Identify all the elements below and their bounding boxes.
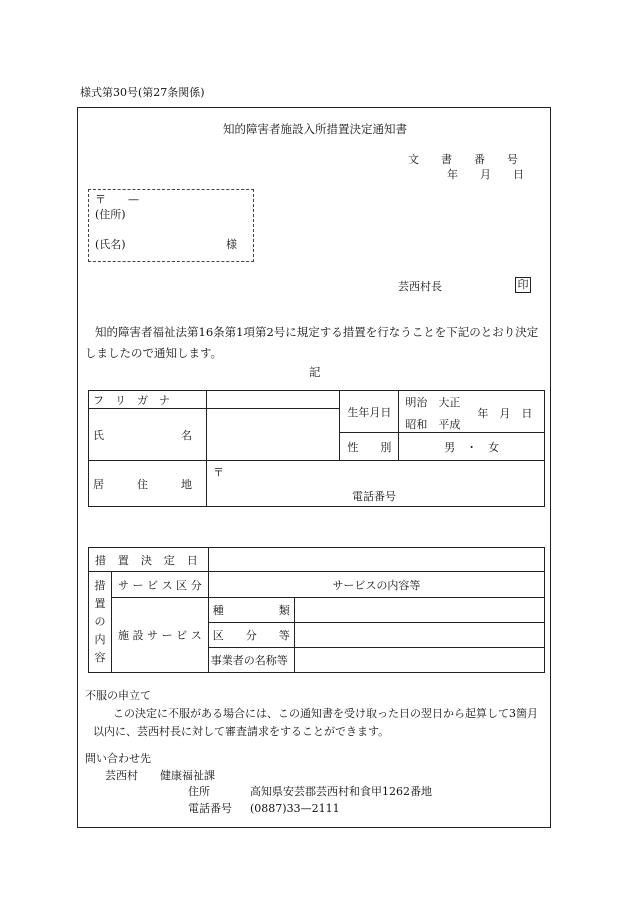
decision-date-label: 措置決定日 bbox=[89, 548, 209, 572]
birth-cell[interactable] bbox=[399, 391, 545, 433]
contact-heading: 問い合わせ先 bbox=[85, 752, 151, 765]
contact-address: 高知県安芸郡芸西村和食甲1262番地 bbox=[250, 785, 432, 798]
residence-label: 居 住 地 bbox=[89, 461, 207, 507]
decision-date-cell[interactable] bbox=[208, 548, 544, 572]
contact-phone-label: 電話番号 bbox=[188, 802, 232, 815]
objection-heading: 不服の申立て bbox=[85, 689, 151, 702]
contact-org: 芸西村 健康福祉課 bbox=[105, 769, 215, 782]
era-options-row1: 明治 大正 bbox=[405, 396, 461, 409]
era-options-row2: 昭和 平成 bbox=[405, 418, 461, 431]
facility-service-label: 施設サービス bbox=[111, 598, 208, 673]
document-title: 知的障害者施設入所措置決定通知書 bbox=[223, 122, 407, 136]
ki-marker: 記 bbox=[309, 365, 321, 379]
contact-address-label: 住所 bbox=[188, 785, 210, 798]
furigana-cell[interactable] bbox=[206, 391, 339, 409]
seal-mark: 印 bbox=[515, 277, 531, 293]
gender-label: 性 別 bbox=[340, 433, 399, 461]
division-label: 区分等 bbox=[208, 623, 294, 648]
honorific: 様 bbox=[226, 238, 237, 251]
document-number: 文 書 番 号 bbox=[408, 153, 518, 166]
residence-cell[interactable] bbox=[206, 461, 544, 507]
sender-title: 芸西村長 bbox=[398, 280, 442, 293]
name-cell[interactable] bbox=[206, 409, 339, 461]
provider-label: 事業者の名称等 bbox=[208, 648, 294, 673]
contact-phone: (0887)33—2111 bbox=[250, 802, 340, 815]
provider-cell[interactable] bbox=[294, 648, 544, 673]
measure-content-label: 措 置 の 内 容 bbox=[89, 572, 112, 673]
service-category-label: サービス区分 bbox=[111, 572, 208, 598]
name-label: (氏名) bbox=[95, 238, 126, 251]
gender-value[interactable]: 男 ・ 女 bbox=[399, 433, 545, 461]
document-date: 年 月 日 bbox=[447, 168, 524, 181]
notice-body: 知的障害者福祉法第16条第1項第2号に規定する措置を行なうことを下記のとおり決定しましたので通知します。 bbox=[85, 325, 539, 360]
form-number: 様式第30号(第27条関係) bbox=[80, 86, 205, 99]
division-cell[interactable] bbox=[294, 623, 544, 648]
birth-ymd: 年 月 日 bbox=[477, 407, 533, 420]
furigana-label: フ リ ガ ナ bbox=[89, 391, 207, 409]
residence-phone: 電話番号 bbox=[351, 490, 396, 503]
kind-cell[interactable] bbox=[294, 598, 544, 623]
person-table bbox=[88, 390, 545, 507]
service-content-header: サービスの内容等 bbox=[208, 572, 544, 598]
address-label: (住所) bbox=[95, 208, 126, 221]
objection-text: この決定に不服がある場合には、この通知書を受け取った日の翌日から起算して3箇月以内に、芸西村長に対して審査請求をすることができます。 bbox=[93, 707, 538, 738]
name-row-label: 氏 名 bbox=[89, 409, 207, 461]
residence-postal: 〒 bbox=[212, 466, 224, 479]
postal-code: 〒 — bbox=[95, 193, 139, 206]
measure-table bbox=[88, 547, 545, 673]
birth-label: 生年月日 bbox=[340, 391, 399, 433]
kind-label: 種類 bbox=[208, 598, 294, 623]
